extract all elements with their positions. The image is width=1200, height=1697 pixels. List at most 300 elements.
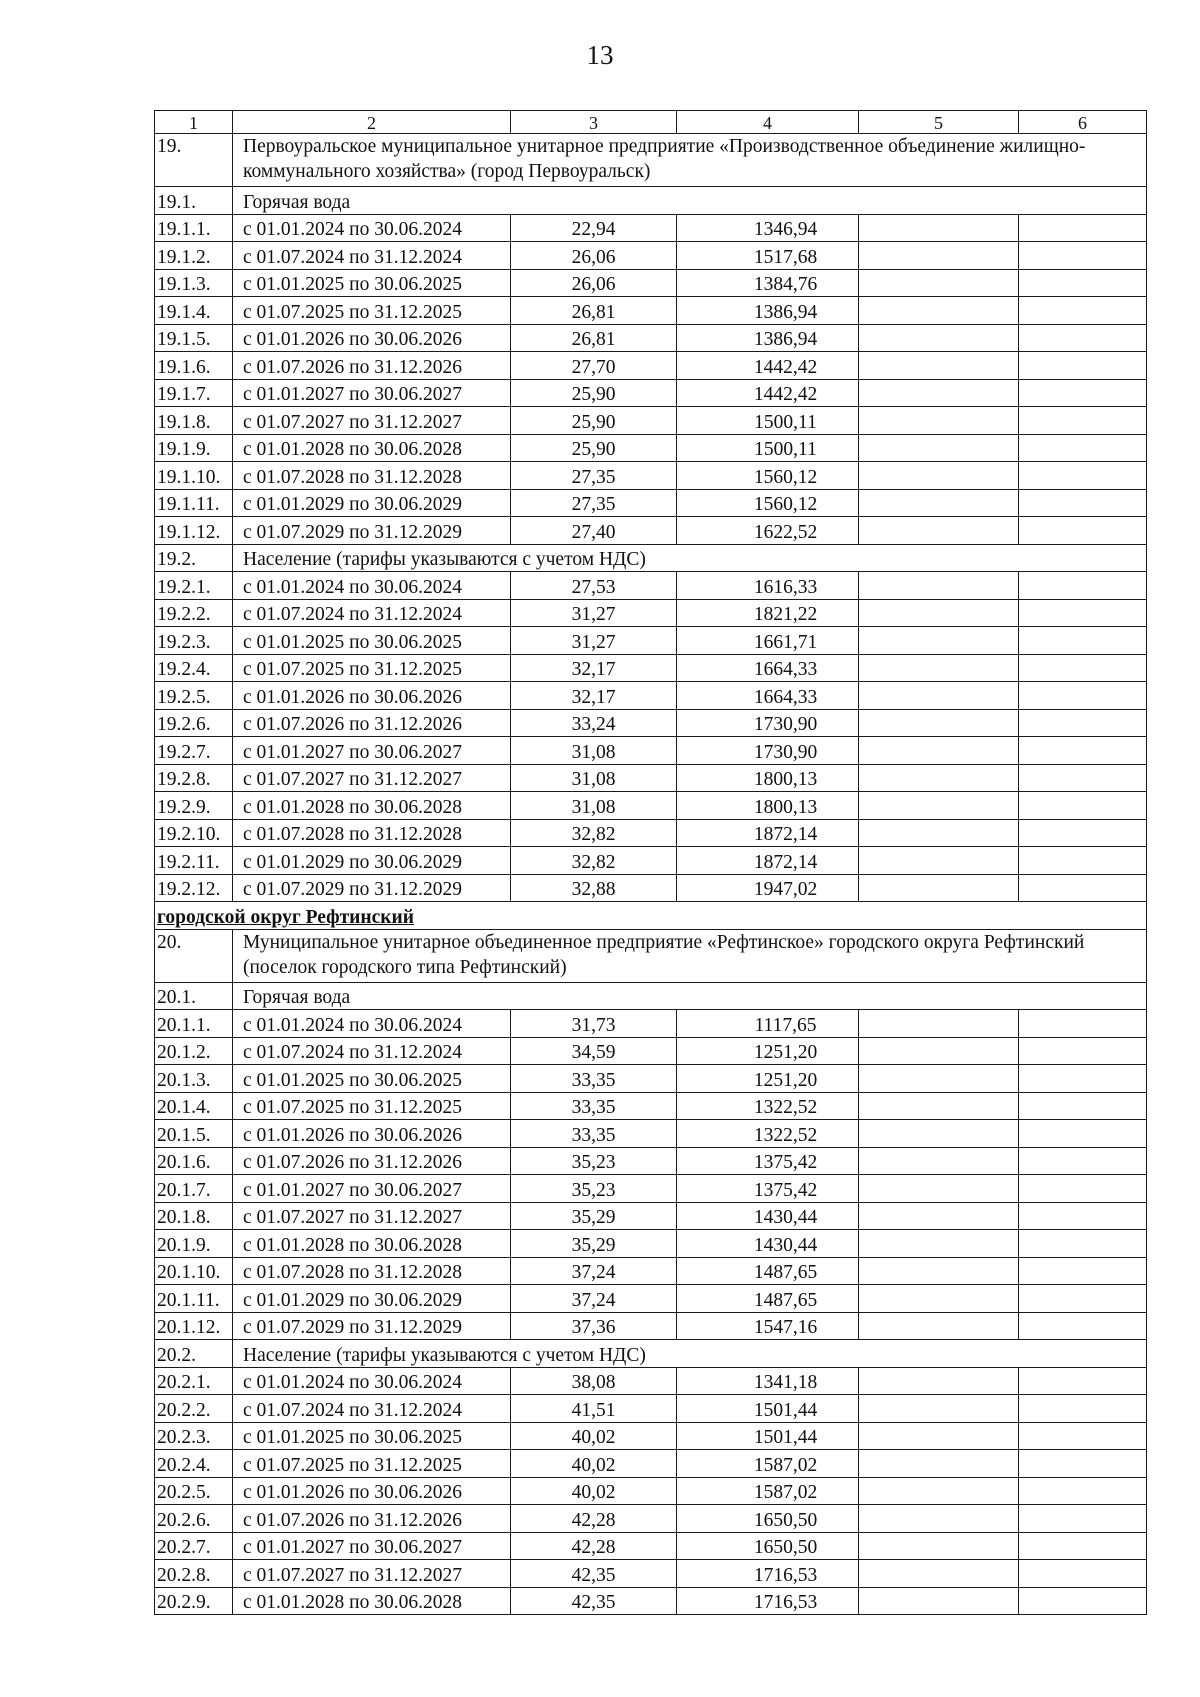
tariff-value-col3: 37,36	[511, 1312, 677, 1340]
tariff-value-col4: 1251,20	[677, 1037, 859, 1065]
tariff-value-col4: 1442,42	[677, 352, 859, 380]
item-number: 20.2.1.	[155, 1367, 233, 1395]
tariff-value-col4: 1560,12	[677, 462, 859, 490]
group-name: Население (тарифы указываются с учетом НДС)	[233, 1340, 1147, 1368]
empty-cell-col6	[1019, 1285, 1147, 1313]
tariff-value-col4: 1622,52	[677, 517, 859, 545]
table-row	[155, 1175, 1147, 1203]
item-number: 19.1.8.	[155, 407, 233, 435]
empty-cell-col6	[1019, 1175, 1147, 1203]
empty-cell-col5	[859, 1285, 1019, 1313]
tariff-value-col4: 1430,44	[677, 1230, 859, 1258]
empty-cell-col6	[1019, 1037, 1147, 1065]
empty-cell-col5	[859, 1422, 1019, 1450]
column-number: 3	[511, 111, 677, 134]
tariff-value-col3: 41,51	[511, 1395, 677, 1423]
tariff-value-col3: 27,40	[511, 517, 677, 545]
empty-cell-col5	[859, 1037, 1019, 1065]
table-row	[155, 1120, 1147, 1148]
table-row	[155, 1505, 1147, 1533]
empty-cell-col6	[1019, 764, 1147, 792]
empty-cell-col6	[1019, 1395, 1147, 1423]
empty-cell-col5	[859, 682, 1019, 710]
period: с 01.07.2025 по 31.12.2025	[233, 1092, 511, 1120]
period: с 01.07.2026 по 31.12.2026	[233, 709, 511, 737]
table-row	[155, 874, 1147, 902]
period: с 01.07.2025 по 31.12.2025	[233, 654, 511, 682]
empty-cell-col5	[859, 1065, 1019, 1093]
period: с 01.07.2025 по 31.12.2025	[233, 1450, 511, 1478]
empty-cell-col5	[859, 1395, 1019, 1423]
empty-cell-col5	[859, 242, 1019, 270]
period: с 01.01.2026 по 30.06.2026	[233, 1477, 511, 1505]
table-row	[155, 1477, 1147, 1505]
item-number: 19.2.9.	[155, 792, 233, 820]
period: с 01.07.2028 по 31.12.2028	[233, 1257, 511, 1285]
group-row	[155, 982, 1147, 1010]
tariff-value-col3: 40,02	[511, 1422, 677, 1450]
tariff-value-col4: 1821,22	[677, 599, 859, 627]
empty-cell-col6	[1019, 1587, 1147, 1615]
column-number: 4	[677, 111, 859, 134]
item-number: 20.2.9.	[155, 1587, 233, 1615]
organization-name: Муниципальное унитарное объединенное предприятие «Рефтинское» городского округа Рефтинский (поселок городского типа Рефтинский)	[233, 929, 1147, 982]
table-row	[155, 379, 1147, 407]
period: с 01.01.2025 по 30.06.2025	[233, 627, 511, 655]
empty-cell-col6	[1019, 1532, 1147, 1560]
period: с 01.01.2024 по 30.06.2024	[233, 1010, 511, 1038]
table-row	[155, 1422, 1147, 1450]
group-name: Горячая вода	[233, 187, 1147, 215]
item-number: 19.2.5.	[155, 682, 233, 710]
empty-cell-col6	[1019, 572, 1147, 600]
tariff-value-col4: 1872,14	[677, 819, 859, 847]
period: с 01.01.2026 по 30.06.2026	[233, 1120, 511, 1148]
empty-cell-col6	[1019, 1422, 1147, 1450]
item-number: 19.2.8.	[155, 764, 233, 792]
tariff-value-col4: 1730,90	[677, 709, 859, 737]
item-number: 20.1.1.	[155, 1010, 233, 1038]
item-number: 19.2.1.	[155, 572, 233, 600]
empty-cell-col6	[1019, 352, 1147, 380]
table-row	[155, 517, 1147, 545]
empty-cell-col5	[859, 489, 1019, 517]
item-number: 19.1.2.	[155, 242, 233, 270]
empty-cell-col5	[859, 407, 1019, 435]
empty-cell-col5	[859, 352, 1019, 380]
table-row	[155, 1450, 1147, 1478]
period: с 01.01.2027 по 30.06.2027	[233, 1532, 511, 1560]
table-row	[155, 242, 1147, 270]
empty-cell-col5	[859, 1505, 1019, 1533]
empty-cell-col5	[859, 1257, 1019, 1285]
period: с 01.07.2024 по 31.12.2024	[233, 599, 511, 627]
empty-cell-col5	[859, 1560, 1019, 1588]
page-number: 13	[586, 40, 614, 70]
period: с 01.07.2028 по 31.12.2028	[233, 819, 511, 847]
item-number: 19.2.2.	[155, 599, 233, 627]
tariff-value-col3: 33,35	[511, 1092, 677, 1120]
group-row	[155, 1340, 1147, 1368]
period: с 01.07.2029 по 31.12.2029	[233, 517, 511, 545]
item-number: 19.2.4.	[155, 654, 233, 682]
table-row	[155, 847, 1147, 875]
tariff-value-col3: 33,24	[511, 709, 677, 737]
period: с 01.01.2028 по 30.06.2028	[233, 792, 511, 820]
tariff-value-col4: 1487,65	[677, 1257, 859, 1285]
item-number: 20.1.12.	[155, 1312, 233, 1340]
tariff-value-col4: 1500,11	[677, 434, 859, 462]
tariff-value-col4: 1661,71	[677, 627, 859, 655]
period: с 01.01.2029 по 30.06.2029	[233, 1285, 511, 1313]
empty-cell-col5	[859, 1450, 1019, 1478]
tariff-value-col3: 35,23	[511, 1147, 677, 1175]
tariff-value-col3: 35,29	[511, 1230, 677, 1258]
group-name: Горячая вода	[233, 982, 1147, 1010]
item-number: 20.1.5.	[155, 1120, 233, 1148]
empty-cell-col6	[1019, 1477, 1147, 1505]
table-row	[155, 654, 1147, 682]
tariff-value-col4: 1375,42	[677, 1147, 859, 1175]
tariff-value-col3: 32,17	[511, 682, 677, 710]
table-row	[155, 1367, 1147, 1395]
tariff-value-col4: 1501,44	[677, 1422, 859, 1450]
item-number: 20.1.9.	[155, 1230, 233, 1258]
empty-cell-col5	[859, 1230, 1019, 1258]
empty-cell-col6	[1019, 627, 1147, 655]
tariff-table	[154, 110, 1147, 1615]
table-row	[155, 1395, 1147, 1423]
empty-cell-col6	[1019, 1147, 1147, 1175]
table-row	[155, 1010, 1147, 1038]
item-number: 19.1.4.	[155, 297, 233, 325]
empty-cell-col6	[1019, 682, 1147, 710]
empty-cell-col5	[859, 214, 1019, 242]
empty-cell-col5	[859, 379, 1019, 407]
tariff-value-col4: 1322,52	[677, 1092, 859, 1120]
empty-cell-col6	[1019, 242, 1147, 270]
tariff-value-col4: 1251,20	[677, 1065, 859, 1093]
tariff-value-col4: 1375,42	[677, 1175, 859, 1203]
empty-cell-col5	[859, 462, 1019, 490]
tariff-value-col4: 1650,50	[677, 1532, 859, 1560]
tariff-value-col3: 42,28	[511, 1532, 677, 1560]
tariff-value-col3: 26,81	[511, 297, 677, 325]
table-row	[155, 792, 1147, 820]
period: с 01.07.2029 по 31.12.2029	[233, 1312, 511, 1340]
item-number: 19.1.1.	[155, 214, 233, 242]
table-row	[155, 352, 1147, 380]
tariff-value-col3: 35,29	[511, 1202, 677, 1230]
table-row	[155, 269, 1147, 297]
tariff-value-col3: 22,94	[511, 214, 677, 242]
item-number: 20.2.3.	[155, 1422, 233, 1450]
tariff-value-col3: 27,35	[511, 462, 677, 490]
table-row	[155, 1312, 1147, 1340]
empty-cell-col6	[1019, 1010, 1147, 1038]
tariff-value-col4: 1322,52	[677, 1120, 859, 1148]
tariff-value-col3: 32,88	[511, 874, 677, 902]
empty-cell-col6	[1019, 599, 1147, 627]
table-row	[155, 572, 1147, 600]
period: с 01.07.2028 по 31.12.2028	[233, 462, 511, 490]
empty-cell-col6	[1019, 434, 1147, 462]
period: с 01.01.2025 по 30.06.2025	[233, 1065, 511, 1093]
organization-row	[155, 929, 1147, 982]
tariff-value-col3: 32,82	[511, 819, 677, 847]
tariff-value-col4: 1346,94	[677, 214, 859, 242]
table-row	[155, 214, 1147, 242]
tariff-value-col4: 1560,12	[677, 489, 859, 517]
empty-cell-col6	[1019, 1560, 1147, 1588]
period: с 01.07.2027 по 31.12.2027	[233, 407, 511, 435]
empty-cell-col6	[1019, 1092, 1147, 1120]
tariff-value-col4: 1500,11	[677, 407, 859, 435]
empty-cell-col5	[859, 709, 1019, 737]
item-number: 20.2.	[155, 1340, 233, 1368]
column-number: 5	[859, 111, 1019, 134]
item-number: 19.1.	[155, 187, 233, 215]
empty-cell-col6	[1019, 462, 1147, 490]
table-row	[155, 819, 1147, 847]
tariff-value-col4: 1386,94	[677, 324, 859, 352]
column-number: 1	[155, 111, 233, 134]
empty-cell-col6	[1019, 297, 1147, 325]
table-row	[155, 709, 1147, 737]
table-row	[155, 1202, 1147, 1230]
tariff-value-col3: 33,35	[511, 1120, 677, 1148]
column-number-row	[155, 111, 1147, 134]
item-number: 20.	[155, 929, 233, 982]
empty-cell-col6	[1019, 792, 1147, 820]
tariff-value-col4: 1501,44	[677, 1395, 859, 1423]
period: с 01.01.2025 по 30.06.2025	[233, 269, 511, 297]
table-row	[155, 1587, 1147, 1615]
column-number: 6	[1019, 111, 1147, 134]
tariff-value-col3: 34,59	[511, 1037, 677, 1065]
empty-cell-col5	[859, 654, 1019, 682]
tariff-value-col4: 1587,02	[677, 1477, 859, 1505]
empty-cell-col5	[859, 627, 1019, 655]
table-row	[155, 737, 1147, 765]
empty-cell-col5	[859, 1092, 1019, 1120]
period: с 01.01.2024 по 30.06.2024	[233, 572, 511, 600]
empty-cell-col5	[859, 1532, 1019, 1560]
tariff-value-col3: 27,35	[511, 489, 677, 517]
tariff-value-col3: 37,24	[511, 1285, 677, 1313]
group-row	[155, 187, 1147, 215]
empty-cell-col5	[859, 324, 1019, 352]
empty-cell-col5	[859, 1010, 1019, 1038]
empty-cell-col5	[859, 1477, 1019, 1505]
table-row	[155, 434, 1147, 462]
table-row	[155, 599, 1147, 627]
table-row	[155, 297, 1147, 325]
item-number: 19.2.7.	[155, 737, 233, 765]
district-heading: городской округ Рефтинский	[155, 902, 1147, 930]
empty-cell-col6	[1019, 379, 1147, 407]
tariff-value-col3: 27,70	[511, 352, 677, 380]
table-row	[155, 407, 1147, 435]
item-number: 19.1.6.	[155, 352, 233, 380]
empty-cell-col6	[1019, 1450, 1147, 1478]
item-number: 19.2.	[155, 544, 233, 572]
empty-cell-col5	[859, 847, 1019, 875]
item-number: 20.1.11.	[155, 1285, 233, 1313]
empty-cell-col6	[1019, 737, 1147, 765]
empty-cell-col6	[1019, 407, 1147, 435]
empty-cell-col6	[1019, 1230, 1147, 1258]
period: с 01.01.2026 по 30.06.2026	[233, 324, 511, 352]
empty-cell-col5	[859, 1202, 1019, 1230]
item-number: 19.1.9.	[155, 434, 233, 462]
empty-cell-col5	[859, 434, 1019, 462]
tariff-value-col3: 26,06	[511, 269, 677, 297]
empty-cell-col6	[1019, 1505, 1147, 1533]
tariff-value-col4: 1650,50	[677, 1505, 859, 1533]
empty-cell-col5	[859, 1367, 1019, 1395]
item-number: 19.2.11.	[155, 847, 233, 875]
period: с 01.07.2027 по 31.12.2027	[233, 1560, 511, 1588]
tariff-value-col3: 42,28	[511, 1505, 677, 1533]
item-number: 19.2.10.	[155, 819, 233, 847]
tariff-value-col4: 1587,02	[677, 1450, 859, 1478]
tariff-value-col3: 31,73	[511, 1010, 677, 1038]
period: с 01.01.2025 по 30.06.2025	[233, 1422, 511, 1450]
period: с 01.07.2024 по 31.12.2024	[233, 1395, 511, 1423]
period: с 01.07.2027 по 31.12.2027	[233, 764, 511, 792]
empty-cell-col6	[1019, 709, 1147, 737]
tariff-value-col4: 1872,14	[677, 847, 859, 875]
tariff-value-col4: 1384,76	[677, 269, 859, 297]
period: с 01.07.2024 по 31.12.2024	[233, 242, 511, 270]
tariff-value-col4: 1716,53	[677, 1587, 859, 1615]
tariff-value-col3: 31,08	[511, 737, 677, 765]
empty-cell-col5	[859, 1120, 1019, 1148]
table-row	[155, 627, 1147, 655]
tariff-value-col3: 27,53	[511, 572, 677, 600]
item-number: 19.2.12.	[155, 874, 233, 902]
empty-cell-col6	[1019, 269, 1147, 297]
empty-cell-col6	[1019, 1120, 1147, 1148]
period: с 01.01.2029 по 30.06.2029	[233, 847, 511, 875]
period: с 01.01.2029 по 30.06.2029	[233, 489, 511, 517]
empty-cell-col5	[859, 792, 1019, 820]
empty-cell-col6	[1019, 489, 1147, 517]
empty-cell-col6	[1019, 819, 1147, 847]
table-row	[155, 324, 1147, 352]
tariff-value-col4: 1517,68	[677, 242, 859, 270]
period: с 01.07.2024 по 31.12.2024	[233, 1037, 511, 1065]
period: с 01.01.2027 по 30.06.2027	[233, 379, 511, 407]
table-row	[155, 1532, 1147, 1560]
item-number: 19.1.7.	[155, 379, 233, 407]
tariff-value-col4: 1716,53	[677, 1560, 859, 1588]
tariff-value-col3: 37,24	[511, 1257, 677, 1285]
empty-cell-col5	[859, 572, 1019, 600]
item-number: 20.1.10.	[155, 1257, 233, 1285]
empty-cell-col5	[859, 599, 1019, 627]
table-row	[155, 1257, 1147, 1285]
table-row	[155, 489, 1147, 517]
item-number: 20.2.5.	[155, 1477, 233, 1505]
table-row	[155, 1560, 1147, 1588]
table-row	[155, 462, 1147, 490]
empty-cell-col6	[1019, 214, 1147, 242]
item-number: 20.2.4.	[155, 1450, 233, 1478]
table-row	[155, 1065, 1147, 1093]
empty-cell-col6	[1019, 1065, 1147, 1093]
table-row	[155, 1092, 1147, 1120]
tariff-value-col4: 1800,13	[677, 792, 859, 820]
empty-cell-col6	[1019, 654, 1147, 682]
table-row	[155, 1037, 1147, 1065]
empty-cell-col6	[1019, 1257, 1147, 1285]
tariff-value-col3: 25,90	[511, 434, 677, 462]
tariff-value-col3: 25,90	[511, 407, 677, 435]
empty-cell-col6	[1019, 874, 1147, 902]
organization-row	[155, 134, 1147, 187]
period: с 01.07.2026 по 31.12.2026	[233, 352, 511, 380]
tariff-value-col3: 42,35	[511, 1560, 677, 1588]
empty-cell-col5	[859, 1587, 1019, 1615]
group-row	[155, 544, 1147, 572]
empty-cell-col5	[859, 737, 1019, 765]
organization-name: Первоуральское муниципальное унитарное предприятие «Производственное объединение жилищно-коммунального хозяйства» (город Первоуральск)	[233, 134, 1147, 187]
item-number: 19.	[155, 134, 233, 187]
item-number: 20.2.2.	[155, 1395, 233, 1423]
period: с 01.07.2027 по 31.12.2027	[233, 1202, 511, 1230]
item-number: 20.1.2.	[155, 1037, 233, 1065]
table-row	[155, 764, 1147, 792]
tariff-value-col4: 1664,33	[677, 682, 859, 710]
tariff-value-col3: 35,23	[511, 1175, 677, 1203]
tariff-value-col4: 1442,42	[677, 379, 859, 407]
tariff-value-col3: 26,06	[511, 242, 677, 270]
tariff-value-col4: 1664,33	[677, 654, 859, 682]
item-number: 20.2.6.	[155, 1505, 233, 1533]
tariff-value-col3: 40,02	[511, 1477, 677, 1505]
tariff-value-col4: 1341,18	[677, 1367, 859, 1395]
item-number: 20.1.	[155, 982, 233, 1010]
item-number: 19.2.6.	[155, 709, 233, 737]
empty-cell-col5	[859, 819, 1019, 847]
tariff-value-col3: 31,08	[511, 792, 677, 820]
empty-cell-col5	[859, 1312, 1019, 1340]
period: с 01.07.2025 по 31.12.2025	[233, 297, 511, 325]
period: с 01.01.2027 по 30.06.2027	[233, 1175, 511, 1203]
tariff-value-col3: 40,02	[511, 1450, 677, 1478]
period: с 01.01.2026 по 30.06.2026	[233, 682, 511, 710]
empty-cell-col6	[1019, 847, 1147, 875]
item-number: 20.1.7.	[155, 1175, 233, 1203]
item-number: 20.1.4.	[155, 1092, 233, 1120]
period: с 01.07.2026 по 31.12.2026	[233, 1147, 511, 1175]
group-name: Население (тарифы указываются с учетом НДС)	[233, 544, 1147, 572]
item-number: 20.2.8.	[155, 1560, 233, 1588]
period: с 01.01.2027 по 30.06.2027	[233, 737, 511, 765]
period: с 01.07.2026 по 31.12.2026	[233, 1505, 511, 1533]
empty-cell-col5	[859, 297, 1019, 325]
item-number: 19.2.3.	[155, 627, 233, 655]
tariff-value-col4: 1730,90	[677, 737, 859, 765]
tariff-value-col3: 38,08	[511, 1367, 677, 1395]
period: с 01.01.2024 по 30.06.2024	[233, 1367, 511, 1395]
empty-cell-col6	[1019, 1312, 1147, 1340]
empty-cell-col6	[1019, 1367, 1147, 1395]
item-number: 20.2.7.	[155, 1532, 233, 1560]
tariff-value-col3: 33,35	[511, 1065, 677, 1093]
